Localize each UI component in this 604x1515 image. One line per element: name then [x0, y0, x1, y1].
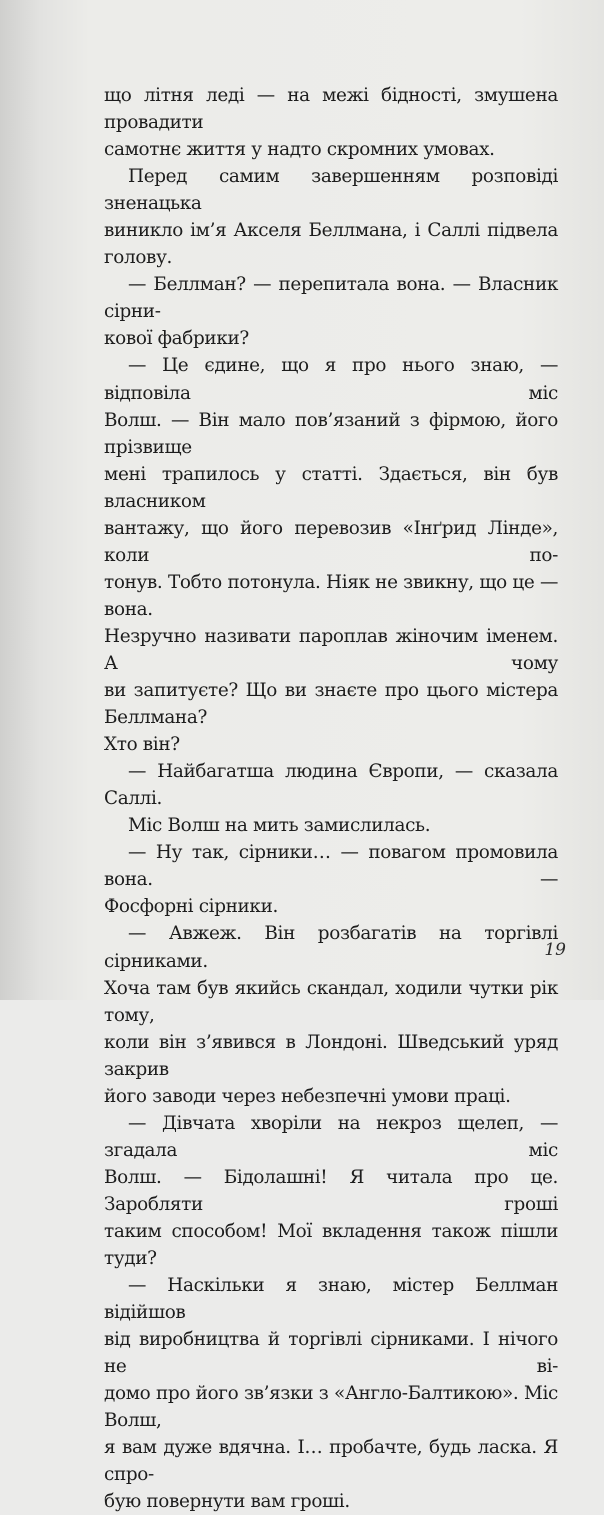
text-line: — Ну так, сірники… — повагом промовила вона. —	[104, 842, 558, 891]
paragraph	[104, 163, 558, 271]
text-line: кової фабрики?	[104, 328, 249, 350]
text-line: виникло ім’я Акселя Беллмана, і Саллі підвела голову.	[104, 220, 558, 269]
text-line: Перед самим завершенням розповіді зненацька	[104, 166, 558, 215]
text-line: його заводи через небезпечні умови праці.	[104, 1085, 511, 1107]
text-line: — Найбагатша людина Європи, — сказала Саллі.	[104, 761, 558, 810]
text-line: — Беллман? — перепитала вона. — Власник сірни-	[104, 274, 558, 323]
text-line: Фосфорні сірники.	[104, 896, 278, 918]
text-line: — Авжеж. Він розбагатів на торгівлі сірниками.	[104, 923, 558, 972]
paragraph	[104, 758, 558, 812]
text-line: від виробництва й торгівлі сірниками. І нічого не ві-	[104, 1329, 558, 1378]
text-line: ви запитуєте? Що ви знаєте про цього містера Беллмана?	[104, 680, 558, 729]
text-line: Волш. — Він мало пов’язаний з фірмою, його прізвище	[104, 409, 558, 458]
text-line: — Наскільки я знаю, містер Беллман відійшов	[104, 1275, 558, 1324]
paragraph	[104, 839, 558, 920]
paragraph	[104, 271, 558, 352]
text-line: бую повернути вам гроші.	[104, 1491, 350, 1513]
text-line: Волш. — Бідолашні! Я читала про це. Заробляти гроші	[104, 1166, 558, 1215]
text-line: Хто він?	[104, 734, 180, 756]
paragraph	[104, 352, 558, 758]
paragraph	[104, 82, 558, 163]
text-line: мені трапилось у статті. Здається, він був власником	[104, 463, 558, 512]
paragraph	[104, 920, 558, 1109]
paragraph	[104, 812, 558, 839]
text-line: — Дівчата хворіли на некроз щелеп, — згадала міс	[104, 1112, 558, 1161]
text-line: Міс Волш на мить замислилась.	[128, 815, 431, 837]
text-line: — Це єдине, що я про нього знаю, — відповіла міс	[104, 355, 558, 404]
text-line: домо про його зв’язки з «Англо-Балтикою». Міс Волш,	[104, 1383, 558, 1432]
body-text	[104, 82, 558, 1515]
text-line: Незручно називати пароплав жіночим іменем. А чому	[104, 625, 558, 674]
text-line: я вам дуже вдячна. І… пробачте, будь ласка. Я спро-	[104, 1437, 558, 1486]
text-line: коли він з’явився в Лондоні. Шведський уряд закрив	[104, 1031, 558, 1080]
paragraph	[104, 1110, 558, 1272]
text-line: що літня леді — на межі бідності, змушена провадити	[104, 85, 558, 134]
text-line: вантажу, що його перевозив «Інґрид Лінде», коли по-	[104, 517, 558, 566]
paragraph	[104, 1272, 558, 1515]
text-line: Хоча там був якийсь скандал, ходили чутки рік тому,	[104, 977, 558, 1026]
text-line: самотнє життя у надто скромних умовах.	[104, 139, 495, 161]
page-number: 19	[544, 940, 566, 960]
text-line: тонув. Тобто потонула. Ніяк не звикну, що це — вона.	[104, 571, 558, 620]
text-line: таким способом! Мої вкладення також пішли туди?	[104, 1220, 558, 1270]
